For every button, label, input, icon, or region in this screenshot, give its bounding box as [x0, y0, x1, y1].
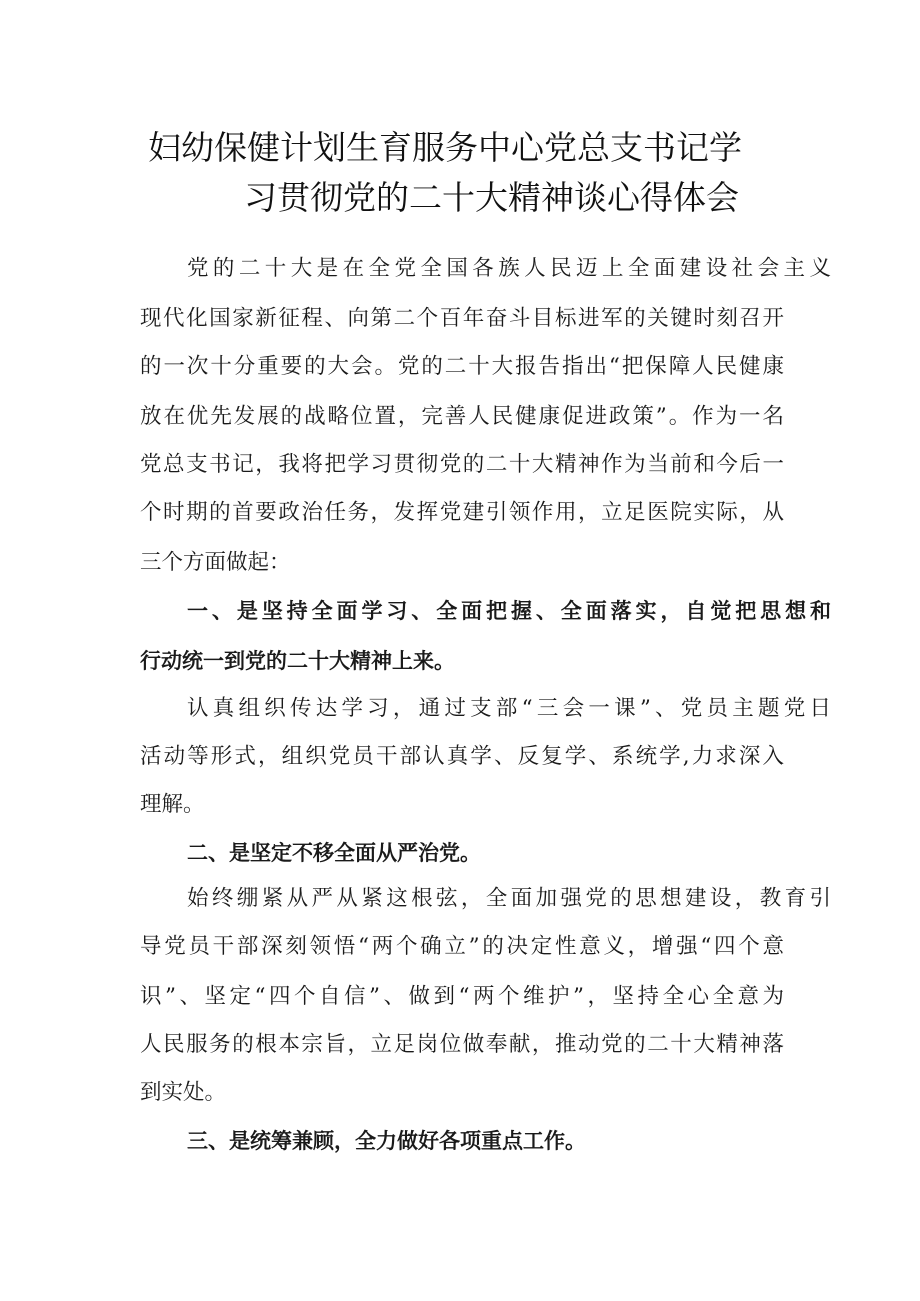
para1-line: 活动等形式，组织党员干部认真学、反复学、系统学,力求深入: [140, 744, 784, 769]
para2-line: 人民服务的根本宗旨，立足岗位做奉献，推动党的二十大精神落: [140, 1032, 784, 1057]
document-title-line-1: 妇幼保健计划生育服务中心党总支书记学: [148, 128, 742, 167]
intro-line: 个时期的首要政治任务，发挥党建引领作用，立足医院实际，从: [140, 500, 784, 525]
document-title-line-2: 习贯彻党的二十大精神谈心得体会: [244, 178, 739, 217]
para2-line: 导党员干部深刻领悟“两个确立”的决定性意义，增强“四个意: [140, 934, 784, 959]
para2-line: 到实处。: [140, 1080, 227, 1105]
intro-line: 党的二十大是在全党全国各族人民迈上全面建设社会主义: [187, 256, 831, 281]
section-heading-2: 二、是坚定不移全面从严治党。: [187, 841, 481, 865]
intro-line: 现代化国家新征程、向第二个百年奋斗目标进军的关键时刻召开: [140, 306, 784, 331]
section-heading-3: 三、是统筹兼顾，全力做好各项重点工作。: [187, 1129, 586, 1153]
section-heading-1: 一、是坚持全面学习、全面把握、全面落实，自觉把思想和: [187, 599, 831, 623]
para1-line: 理解。: [140, 792, 205, 817]
intro-line: 三个方面做起：: [140, 550, 291, 575]
intro-line: 的一次十分重要的大会。党的二十大报告指出“把保障人民健康: [140, 354, 784, 379]
section-heading-1: 行动统一到党的二十大精神上来。: [140, 649, 455, 673]
para1-line: 认真组织传达学习，通过支部“三会一课”、党员主题党日: [187, 696, 831, 721]
intro-line: 放在优先发展的战略位置，完善人民健康促进政策”。作为一名: [140, 404, 784, 429]
para2-line: 识”、坚定“四个自信”、做到“两个维护”，坚持全心全意为: [140, 984, 784, 1009]
intro-line: 党总支书记，我将把学习贯彻党的二十大精神作为当前和今后一: [140, 452, 784, 477]
para2-line: 始终绷紧从严从紧这根弦，全面加强党的思想建设，教育引: [187, 886, 831, 911]
